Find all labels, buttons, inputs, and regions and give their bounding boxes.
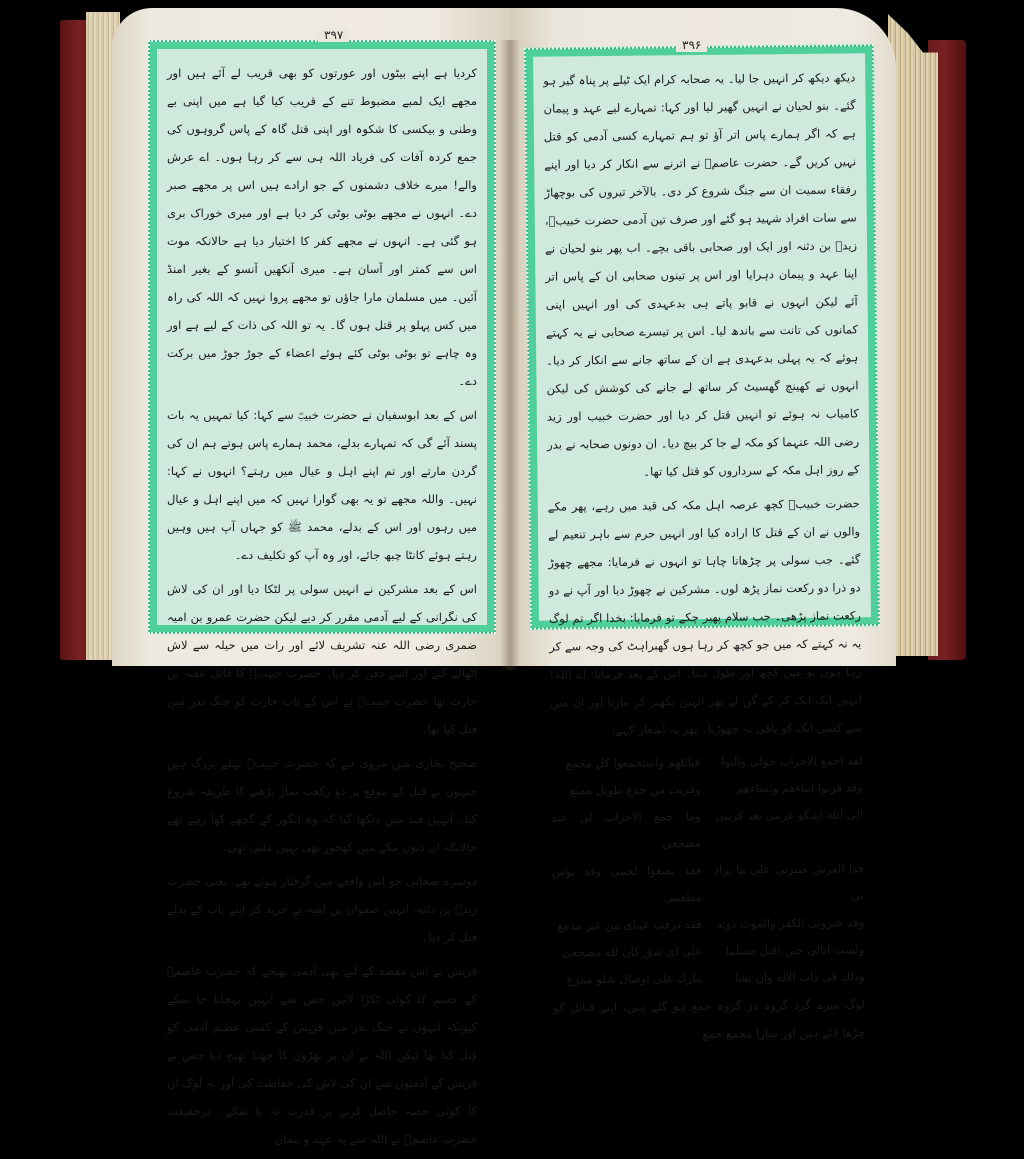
paragraph: اس کے بعد ابوسفیان نے حضرت خبیبؓ سے کہا: کیا تمہیں یہ بات پسند آئے گی کہ تمہارے بدلے، محمد ہمارے پاس ہوتے ہم ان کی گردن مارتے اور تم اپنے اہل و عیال میں رہتے؟ انہوں نے کہا: نہیں۔ واللہ مجھے تو یہ بھی گوارا نہیں کہ میں اپنے اہل و عیال میں رہوں اور اس کے بدلے، محمد ﷺ کو جہاں آپ ہیں وہیں رہتے ہوئے کانٹا چبھ جائے، اور وہ آپ کو تکلیف دے۔ [167,408,477,562]
verse-line [550,747,862,777]
verse-hemistich: لقد اجمع الاحزاب حولی والبوا [721,753,863,769]
verse-hemistich: فقد بضعوا لحمی وقد بؤس مطعمی [551,863,702,905]
paragraph: دیکھ دیکھ کر انہیں جا لیا۔ یہ صحابہ کرام ایک ٹیلے پر پناہ گیر ہو گئے۔ بنو لحیان نے انہیں گھیر لیا اور کہا: تمہارے لیے عہد و پیمان ہے کہ اگر ہمارے پاس اتر آؤ تو ہم تمہارے کسی آدمی کو قتل نہیں کریں گے۔ حضرت عاصمؓ نے اترنے سے انکار کر دیا اور اپنے رفقاء سمیت ان سے جنگ شروع کر دی۔ بالآخر تیروں کی بوچھاڑ سے سات افراد شہید ہو گئے اور صرف تین آدمی حضرت خبیبؓ، زیدؓ بن دثنہ اور ایک اور صحابی باقی بچے۔ اب پھر بنو لحیان نے اپنا عہد و پیمان دہرایا اور اس پر تینوں صحابی ان کے پاس اتر آئے لیکن انہوں نے قابو پاتے ہی بدعہدی کی اور انہیں اپنی کمانوں کی تانت سے باندھ لیا۔ اس پر تیسرے صحابی نے یہ کہتے ہوئے کہ یہ پہلی بدعہدی ہے ان کے ساتھ جانے سے انکار کر دیا۔ انہوں نے کھینچ گھسیٹ کر ساتھ لے جانے کی کوشش کی لیکن کامیاب نہ ہوئے تو انہیں قتل کر دیا اور حضرت خبیب اور زید رضی اللہ عنہما کو مکہ لے جا کر بیچ دیا۔ ان دونوں صحابہ نے بدر کے روز اہل مکہ کے سرداروں کو قتل کیا تھا۔ [543,70,860,479]
verse-hemistich: وقربت من جذع طويل ممنع [569,782,701,798]
verse-line [552,909,864,939]
right-page-ornamental-frame [524,44,880,1042]
verse-hemistich: فذا العرش صبرنی علی ما يراد بی [713,861,864,903]
verse-hemistich: قبائلهم واستجمعوا كل مجمع [565,755,701,771]
poem-verses [550,747,865,993]
left-page-text [167,59,477,1159]
right-page-number: ۳۹۶ [676,38,707,52]
paragraph: کردیا ہے اپنے بیٹوں اور عورتوں کو بھی قریب لے آئے ہیں اور مجھے ایک لمبے مضبوط تنے کے قریب کیا گیا ہے میں اپنی بے وطنی و بیکسی کا شکوہ اور اپنی قتل گاہ کے پاس گروہوں کی جمع کردہ آفات کی فریاد اللہ ہی سے کر رہا ہوں۔ اے عرش والے! میرے خلاف دشمنوں کے جو ارادے ہیں اس پر مجھے صبر دے۔ انہوں نے مجھے بوٹی بوٹی کر دیا ہے اور میری خوراک بری ہو گئی ہے۔ انہوں نے مجھے کفر کا اختیار دیا ہے حالانکہ موت اس سے کمتر اور آسان ہے۔ میری آنکھیں آنسو کے بغیر امنڈ آئیں۔ میں مسلمان مارا جاؤں تو مجھے پروا نہیں کہ اللہ کی راہ میں کس پہلو پر قتل ہوں گا۔ یہ تو اللہ کی ذات کے لیے ہے اور وہ چاہے تو بوٹی بوٹی کئے ہوئے اعضاء کے جوڑ جوڑ میں برکت دے۔ [167,66,477,388]
right-page-text [543,63,865,1055]
verse-line [551,801,864,858]
verse-hemistich: علی ای شق كان لله مضجعی [562,944,703,960]
verse-hemistich: وقد قربوا ابناءهم ونساءهم [736,780,863,796]
closing-line: لوگ میرے گرد گروہ در گروہ جمع ہو گئے ہیں، اپنے قبائل کو چڑھا لائے ہیں اور سارا مجمع جمع [552,997,866,1042]
verse-line [552,936,864,966]
left-page-ornamental-frame [148,40,496,1146]
verse-hemistich: وما جمع الاحزاب لی عند مضجعی [550,809,702,851]
paragraph: حضرت خبیبؓ کچھ عرصہ اہل مکہ کی قید میں رہے، پھر مکے والوں نے ان کے قتل کا ارادہ کیا اور انہیں حرم سے باہر تنعیم لے گئے۔ جب سولی پر چڑھانا چاہا تو انہوں نے فرمایا: مجھے چھوڑ دو ذرا دو رکعت نماز پڑھ لوں۔ مشرکین نے چھوڑ دیا اور آپ نے دو رکعت نماز پڑھی۔ جب سلام پھیر چکے تو فرمایا: بخدا اگر تم لوگ یہ نہ کہتے کہ میں جو کچھ کر رہا ہوں گھبراہٹ کی وجہ سے کر رہا ہوں تو میں کچھ اور طول دیتا۔ اس کے بعد فرمایا: اے اللہ! انہیں ایک ایک کر کے گن لے پھر انہیں بکھیر کر مارنا اور ان میں سے کسی ایک کو باقی نہ چھوڑنا۔ پھر یہ اشعار کہے: [547,496,863,737]
verse-hemistich: ولست ابالی حين اقتل مسلما [725,942,865,958]
paragraph: اس کے بعد مشرکین نے انہیں سولی پر لٹکا دیا اور ان کی لاش کی نگرانی کے لیے آدمی مقرر کر دیے لیکن حضرت عمرو بن امیہ ضمری رضی اللہ عنہ تشریف لائے اور رات میں حیلہ سے لاش اٹھالے گئے اور اسے دفن کر دیا۔ حضرت خبیبؓ کا قاتل عقبہ بن حارث تھا حضرت خبیبؓ نے اس کے باپ حارث کو جنگ بدر میں قتل کیا تھا۔ [167,582,477,736]
verse-hemistich: فقد ذرفت عيناى من غير مدمع [557,917,702,933]
paragraph: قریش نے اس مقصد کے لیے بھی آدمی بھیجے کہ حضرت عاصمؓ کے جسم کا کوئی ٹکڑا لائیں جس سے انہیں پہچانا جا سکے کیونکہ انہوں نے جنگ بدر میں قریش کے کسی عظیم آدمی کو قتل کیا تھا لیکن اللہ نے ان پر بھڑوں کا جھنڈ بھیج دیا جس نے قریش کے آدمیوں سے ان کی لاش کی حفاظت کی اور یہ لوگ ان کا کوئی حصہ حاصل کرنے پر قدرت نہ پا سکے۔ درحقیقت حضرت عاصمؓ نے اللہ سے یہ عہد و پیمان [167,964,477,1146]
verse-hemistich: وقد خيرونی الكفر والموت دونه [716,915,865,931]
verse-hemistich: الی الله اشكو غربتی بعد كربتی [715,807,864,823]
verse-line [551,855,864,912]
verse-hemistich: وذلك فی ذات الاله وان يشا [734,969,865,985]
verse-line [553,963,865,993]
book-gutter [500,40,520,670]
left-page-number: ۳۹۷ [318,28,349,42]
verse-hemistich: يبارك علی اوصال شلو ممزع [566,971,703,987]
verse-line [551,774,863,804]
paragraph: صحیح بخاری میں مروی ہے کہ حضرت خبیبؓ پہلے بزرگ ہیں جنہوں نے قتل کے موقع پر دو رکعت نماز پڑھنے کا طریقہ شروع کیا۔ انہیں قید میں دیکھا گیا کہ وہ انگور کے گچھے کھا رہے تھے حالانکہ ان دنوں مکے میں کھجور بھی نہیں ملتی تھی۔ [167,756,477,854]
paragraph: دوسرے صحابی جو اس واقعے میں گرفتار ہوئے تھے، یعنی حضرت زیدؓ بن دثنہ، انہیں صفوان بن امیہ نے خرید کر اپنے باپ کے بدلے قتل کر دیا۔ [167,874,477,944]
